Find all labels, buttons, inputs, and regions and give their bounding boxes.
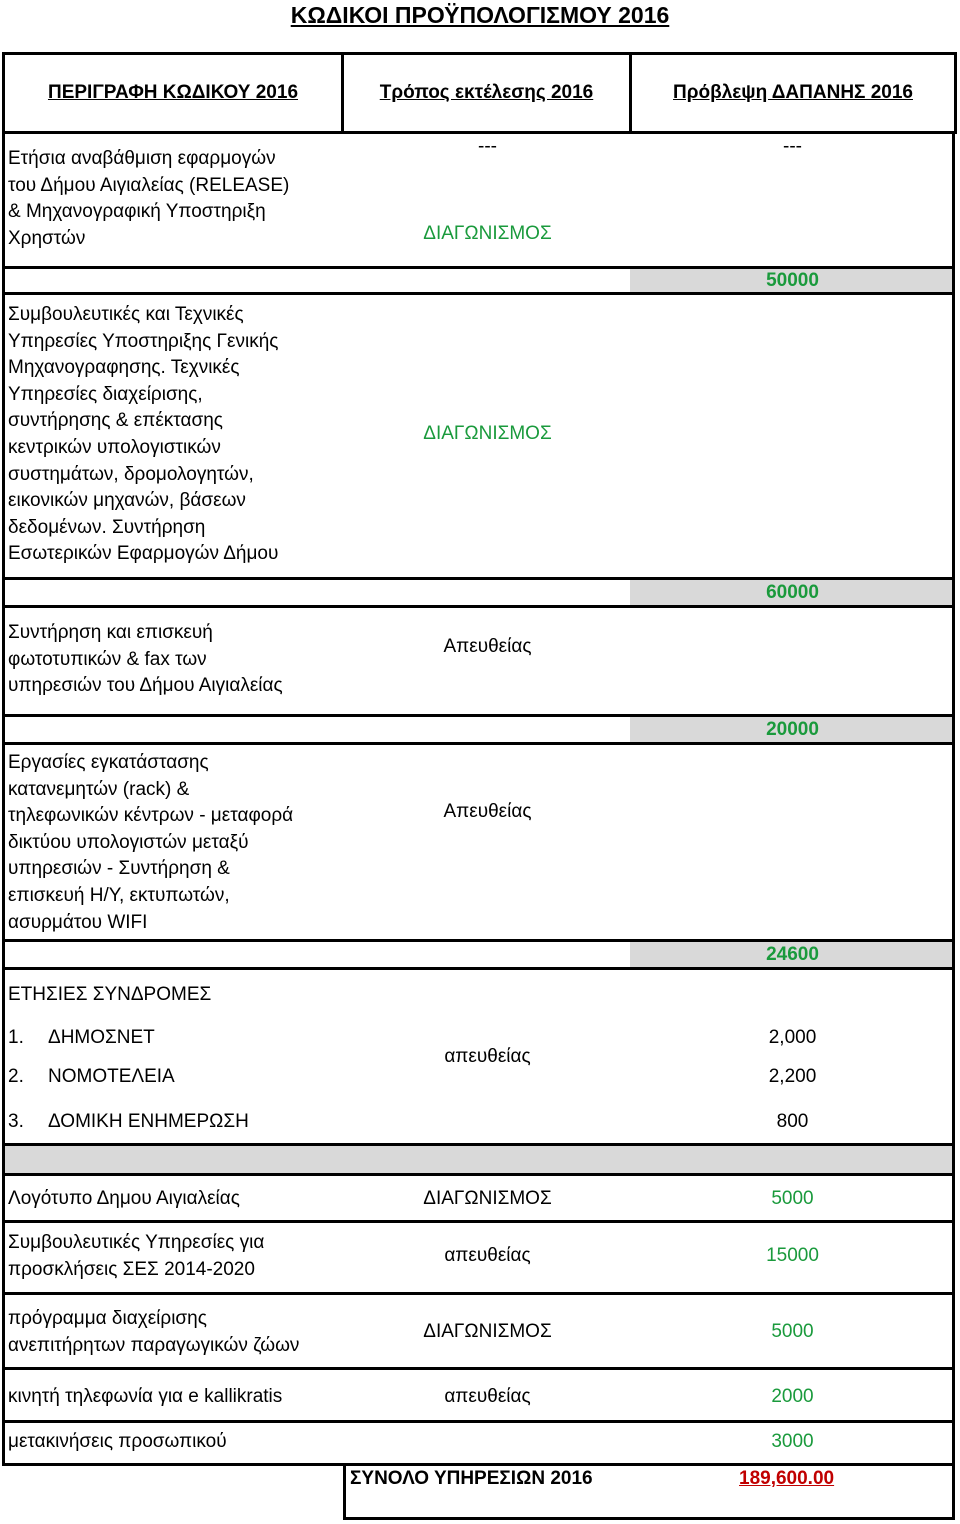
extra-row-1-description: Λογότυπο Δημου Αιγιαλείας bbox=[8, 1188, 240, 1209]
total-value: 189,600.00 bbox=[739, 1468, 835, 1489]
extra-row-1-amount: 5000 bbox=[771, 1188, 814, 1209]
row-divider bbox=[2, 1292, 955, 1295]
header-forecast: Πρόβλεψη ΔΑΠΑΝΗΣ 2016 bbox=[673, 82, 913, 103]
subscription-3-amount: 800 bbox=[776, 1111, 809, 1132]
extra-row-2-method: απευθείας bbox=[444, 1245, 531, 1266]
subscription-1-name: ΔΗΜΟΣΝΕΤ bbox=[48, 1027, 155, 1048]
row-1-amount-placeholder: --- bbox=[783, 136, 802, 157]
table-left-border bbox=[2, 131, 5, 1143]
subscription-1-num: 1. bbox=[8, 1027, 24, 1048]
row-divider bbox=[5, 605, 952, 608]
row-4-description: Εργασίες εγκατάστασης κατανεμητών (rack) & τηλεφωνικών κέντρων - μεταφορά δικτύου υπολογιστών μεταξύ υπηρεσιών - Συντήρηση & επισκευή Η/Υ, εκτυπωτών, ασυρμάτου WIFI bbox=[8, 752, 294, 933]
row-1-method: ΔΙΑΓΩΝΙΣΜΟΣ bbox=[423, 223, 552, 244]
row-3-description: Συντήρηση και επισκευή φωτοτυπικών & fax των υπηρεσιών του Δήμου Αιγιαλείας bbox=[8, 622, 283, 697]
extra-row-2-amount: 15000 bbox=[766, 1245, 819, 1266]
row-divider bbox=[5, 292, 952, 295]
extra-row-2-description: Συμβουλευτικές Υπηρεσίες για προσκλήσεις ΣΕΣ 2014-2020 bbox=[8, 1232, 265, 1280]
row-divider bbox=[2, 1220, 955, 1223]
extra-row-5-amount: 3000 bbox=[771, 1431, 814, 1452]
extra-row-5-description: μετακινήσεις προσωπικού bbox=[8, 1431, 227, 1452]
row-2-description: Συμβουλευτικές και Τεχνικές Υπηρεσίες Υποστηριξης Γενικής Μηχανογραφησης. Τεχνικές Υπηρεσίες διαχείρισης, συντήρησης & επέκτασης κεντρικών υπολογιστικών συστημάτων, δρομολογητών, εικονικών μηχανών, βάσεων δεδομένων. Συντήρηση Εσωτερικών Εφαρμογών Δήμου bbox=[8, 304, 279, 565]
row-divider bbox=[2, 1420, 955, 1423]
table-right-border bbox=[952, 131, 955, 1143]
extra-row-4-description: κινητή τηλεφωνία για e kallikratis bbox=[8, 1386, 283, 1407]
row-divider bbox=[5, 967, 952, 970]
row-4-method: Απευθείας bbox=[443, 801, 532, 822]
subscription-2-num: 2. bbox=[8, 1066, 24, 1087]
row-1-amount: 50000 bbox=[766, 270, 819, 291]
spacer-band bbox=[2, 1143, 955, 1176]
extra-row-4-amount: 2000 bbox=[771, 1386, 814, 1407]
subscription-3-name: ΔΟΜΙΚΗ ΕΝΗΜΕΡΩΣΗ bbox=[48, 1111, 249, 1132]
subscriptions-method: απευθείας bbox=[444, 1046, 531, 1067]
row-divider bbox=[5, 742, 952, 745]
row-3-method: Απευθείας bbox=[443, 636, 532, 657]
extra-row-3-amount: 5000 bbox=[771, 1321, 814, 1342]
subscription-1-amount: 2,000 bbox=[768, 1027, 817, 1048]
header-method: Τρόπος εκτέλεσης 2016 bbox=[379, 82, 594, 103]
subscription-2-amount: 2,200 bbox=[768, 1066, 817, 1087]
row-3-amount: 20000 bbox=[766, 719, 819, 740]
row-1-method-placeholder: --- bbox=[478, 136, 497, 157]
row-divider bbox=[2, 1367, 955, 1370]
row-2-amount: 60000 bbox=[766, 582, 819, 603]
row-2-method: ΔΙΑΓΩΝΙΣΜΟΣ bbox=[423, 423, 552, 444]
extra-row-3-method: ΔΙΑΓΩΝΙΣΜΟΣ bbox=[423, 1321, 552, 1342]
page-title: ΚΩΔΙΚΟΙ ΠΡΟΫΠΟΛΟΓΙΣΜΟΥ 2016 bbox=[290, 2, 670, 28]
extra-row-1-method: ΔΙΑΓΩΝΙΣΜΟΣ bbox=[423, 1188, 552, 1209]
subscription-2-name: ΝΟΜΟΤΕΛΕΙΑ bbox=[48, 1066, 175, 1087]
subscriptions-heading: ΕΤΗΣΙΕΣ ΣΥΝΔΡΟΜΕΣ bbox=[8, 984, 212, 1005]
row-1-description: Ετήσια αναβάθμιση εφαρμογών του Δήμου Αιγιαλείας (RELEASE) & Μηχανογραφική Υποστηριξη Χρηστών bbox=[8, 148, 290, 249]
extra-row-3-description: πρόγραμμα διαχείρισης ανεπιτήρητων παραγωγικών ζώων bbox=[8, 1308, 300, 1356]
total-label: ΣΥΝΟΛΟ ΥΠΗΡΕΣΙΩΝ 2016 bbox=[350, 1468, 593, 1489]
extra-row-4-method: απευθείας bbox=[444, 1386, 531, 1407]
subscription-3-num: 3. bbox=[8, 1111, 24, 1132]
row-4-amount: 24600 bbox=[766, 944, 819, 965]
header-description: ΠΕΡΙΓΡΑΦΗ ΚΩΔΙΚΟΥ 2016 bbox=[47, 82, 299, 103]
